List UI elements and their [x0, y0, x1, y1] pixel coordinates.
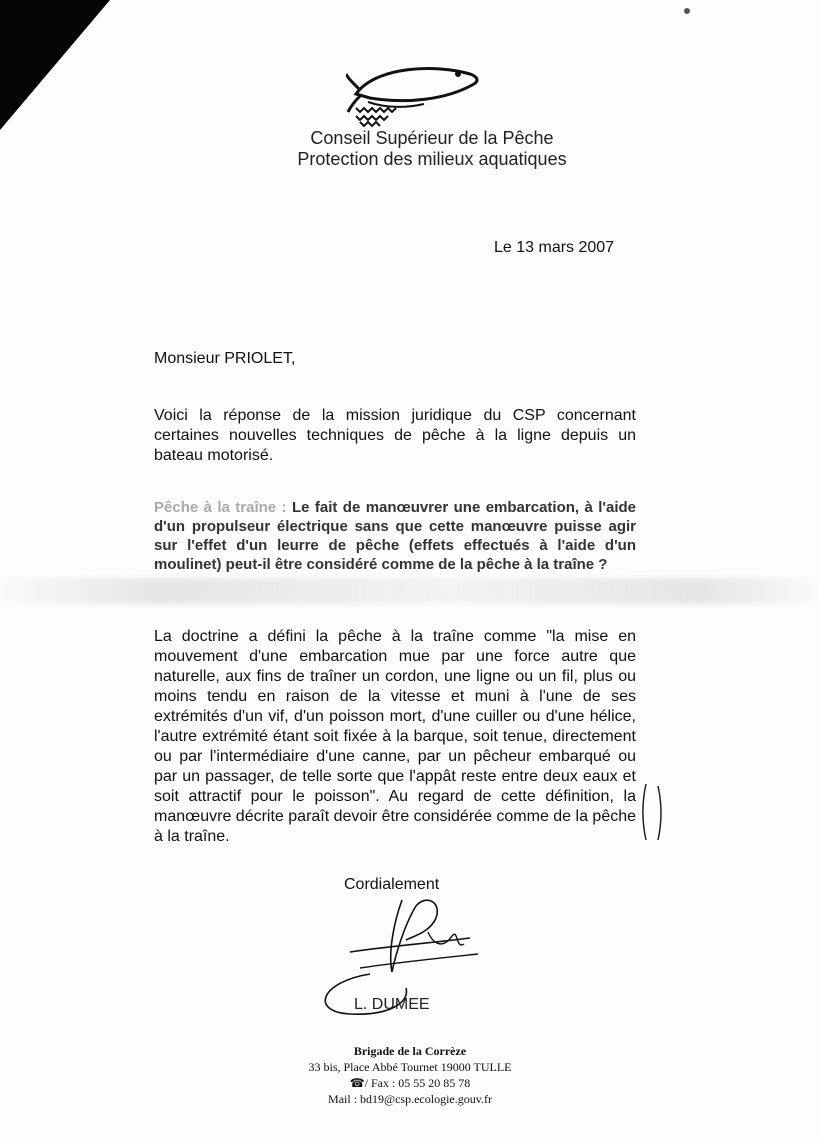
scan-corner-shadow	[0, 0, 110, 130]
footer-address: 33 bis, Place Abbé Tournet 19000 TULLE	[308, 1060, 512, 1074]
footer-brigade: Brigade de la Corrèze	[353, 1044, 467, 1058]
margin-mark	[640, 782, 666, 842]
scan-smudge	[0, 578, 819, 604]
question-block	[154, 498, 636, 574]
fish-logo-icon	[346, 60, 486, 132]
organization-tagline: Protection des milieux aquatiques	[297, 149, 567, 169]
footer	[240, 1043, 580, 1107]
phone-icon: ☎	[349, 1076, 365, 1090]
letterhead	[262, 128, 602, 170]
salutation: Monsieur PRIOLET,	[154, 350, 296, 367]
footer-phone: / Fax : 05 55 20 85 78	[364, 1076, 471, 1090]
letter-date: Le 13 mars 2007	[494, 239, 615, 256]
scan-speck	[684, 8, 690, 14]
question-lead: Pêche à la traîne :	[154, 499, 292, 516]
question-text: Le fait de manœuvrer une embarcation, à l'aide d'un propulseur électrique sans que cette manœuvre puisse agir sur l'effet d'un leurre de pêche (effets effectués à l'aide d'un moulinet) peut-il être considéré comme de la pêche à la traîne ?	[154, 499, 636, 573]
organization-name: Conseil Supérieur de la Pêche	[310, 128, 554, 148]
answer-paragraph: La doctrine a défini la pêche à la traîne comme "la mise en mouvement d'une embarcation mue par une force autre que naturelle, aux fins de traîner un cordon, une ligne ou un fil, plus ou moins tendu en raison de la vitesse et muni à l'une de ses extrémités d'un vif, d'un poisson mort, d'une cuiller ou d'une hélice, l'autre extrémité étant soit fixée à la barque, soit tenue, directement ou par l'intermédiaire d'une canne, par un pêcheur embarqué ou par un passager, de telle sorte que l'appât reste entre deux eaux et soit attractif pour le poisson". Au regard de cette définition, la manœuvre décrite paraît devoir être considérée comme de la pêche à la traîne.	[154, 628, 637, 845]
footer-phone-line	[240, 1075, 580, 1091]
intro-paragraph: Voici la réponse de la mission juridique du CSP concernant certaines nouvelles techniques de pêche à la ligne depuis un bateau motorisé.	[154, 407, 636, 464]
footer-mail: Mail : bd19@csp.ecologie.gouv.fr	[328, 1092, 492, 1106]
signer-name: L. DUMEE	[354, 996, 430, 1013]
closing: Cordialement	[344, 876, 440, 893]
